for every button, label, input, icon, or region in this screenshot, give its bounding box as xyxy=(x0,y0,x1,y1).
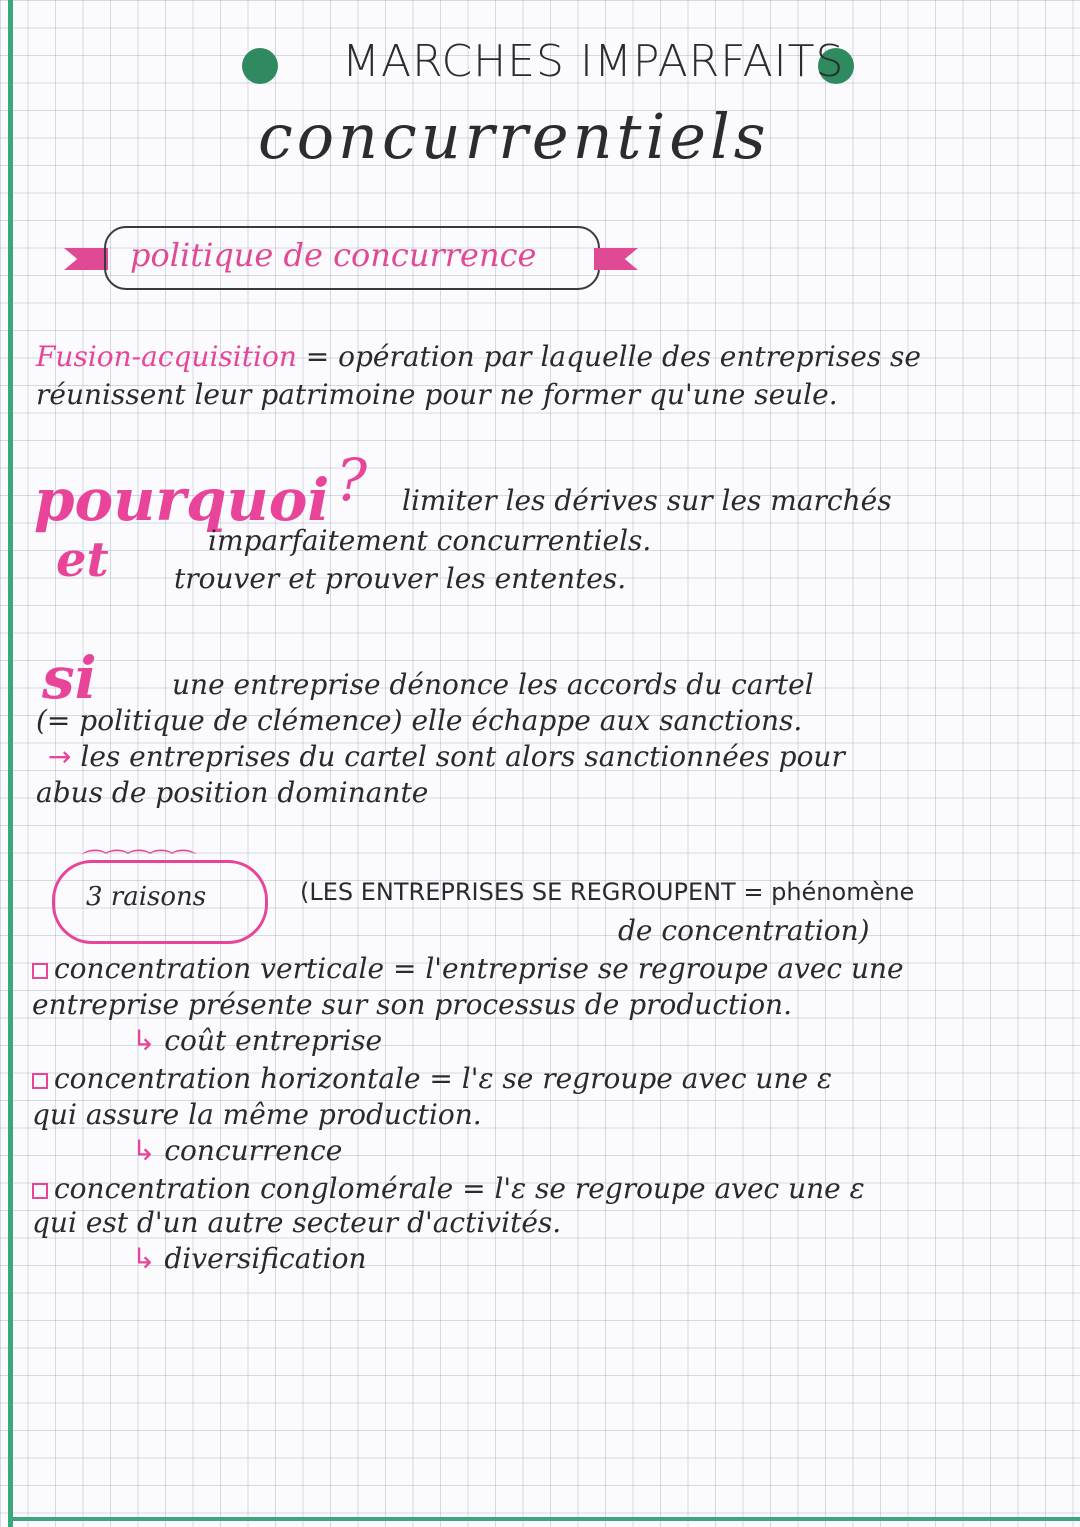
pourquoi-line-2: imparfaitement concurrentiels. xyxy=(208,524,652,557)
si-line-3-text: les entreprises du cartel sont alors sanctionnées pour xyxy=(80,740,845,773)
definition-term: Fusion-acquisition xyxy=(36,340,297,373)
pourquoi-heading: pourquoi xyxy=(34,466,330,534)
raison-item-1-sub-text: coût entreprise xyxy=(164,1024,383,1057)
definition-text-1: = opération par laquelle des entreprises se xyxy=(305,340,921,373)
raison-item-1-line-1 xyxy=(32,952,904,985)
raison-item-3-sub xyxy=(132,1242,367,1275)
checkbox-icon xyxy=(32,963,48,979)
raison-item-2-line-2: qui assure la même production. xyxy=(32,1098,482,1131)
raison-item-2-text: concentration horizontale = l'ε se regroupe avec une ε xyxy=(54,1062,832,1095)
punch-hole-left xyxy=(242,48,278,84)
arrow-return-icon: ↳ xyxy=(132,1134,156,1167)
si-line-2: (= politique de clémence) elle échappe aux sanctions. xyxy=(36,704,803,737)
raison-item-1-sub xyxy=(132,1024,382,1057)
raison-item-3-sub-text: diversification xyxy=(164,1242,367,1275)
definition-line-1 xyxy=(36,340,921,373)
raisons-intro-2: de concentration) xyxy=(618,914,870,947)
cloud-label: 3 raisons xyxy=(86,882,207,912)
raison-item-3-line-1 xyxy=(32,1172,865,1205)
checkbox-icon xyxy=(32,1073,48,1089)
si-line-1: une entreprise dénonce les accords du cartel xyxy=(172,668,814,701)
si-line-4: abus de position dominante xyxy=(36,776,429,809)
ribbon-right-icon xyxy=(594,248,638,270)
raison-item-1-line-2: entreprise présente sur son processus de production. xyxy=(32,988,792,1021)
raison-item-2-line-1 xyxy=(32,1062,832,1095)
arrow-return-icon: ↳ xyxy=(132,1024,156,1057)
bottom-border xyxy=(8,1517,1080,1521)
raisons-intro-1: (LES ENTREPRISES SE REGROUPENT = phénomène xyxy=(300,878,915,906)
si-heading: si xyxy=(42,644,97,712)
arrow-right-icon: → xyxy=(48,740,72,773)
et-heading: et xyxy=(56,532,109,588)
raison-item-2-sub-text: concurrence xyxy=(164,1134,343,1167)
pourquoi-line-3: trouver et prouver les ententes. xyxy=(174,562,627,595)
pourquoi-line-1: limiter les dérives sur les marchés xyxy=(402,484,892,517)
margin-line xyxy=(8,0,13,1527)
checkbox-icon xyxy=(32,1183,48,1199)
question-mark: ? xyxy=(336,446,368,514)
arrow-return-icon: ↳ xyxy=(132,1242,156,1275)
raison-item-1-text: concentration verticale = l'entreprise se regroupe avec une xyxy=(54,952,904,985)
cloud-icon: ⌒⌒⌒⌒⌒ xyxy=(82,849,193,879)
raison-item-2-sub xyxy=(132,1134,342,1167)
page-title: MARCHES IMPARFAITS xyxy=(342,36,845,87)
si-line-3 xyxy=(48,740,845,773)
ribbon-left-icon xyxy=(64,248,108,270)
definition-line-2: réunissent leur patrimoine pour ne former qu'une seule. xyxy=(36,378,838,411)
raison-item-3-text: concentration conglomérale = l'ε se regroupe avec une ε xyxy=(54,1172,865,1205)
raison-item-3-line-2: qui est d'un autre secteur d'activités. xyxy=(32,1206,562,1239)
section-banner-label: politique de concurrence xyxy=(130,236,537,274)
page-subtitle: concurrentiels xyxy=(258,100,770,173)
